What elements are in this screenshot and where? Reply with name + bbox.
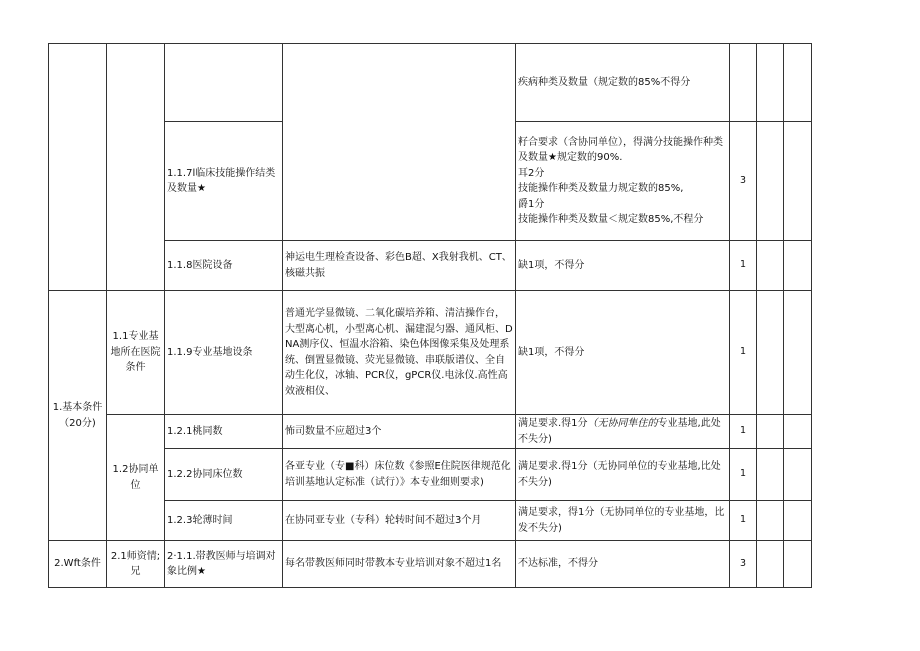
content-cell: 每名带教医师同时带教本专业培训对象不超过1名 [283, 541, 516, 588]
criteria-line: 耳2分 [518, 167, 545, 179]
blank-cell [757, 415, 784, 449]
content-cell: 普通光学显微镜、二氧化碳培养箱、清洁操作台，大型离心机，小型离心机、漏建混匀器、通风柜、DNA测序仪、恒温水浴箱、染色体图像采集及处理系统、倒置显微镜、荧光显微镜、串联版谱仪、全自动生化仪，冰轴、PCR仪，gPCR仪.电泳仪.高性高效液相仪、 [283, 291, 516, 415]
category-cell: 2.Wft条件 [49, 541, 107, 588]
content-cell: 神运电生理检查设备、彩色B超、X我射我机、CT、核磁共振 [283, 241, 516, 291]
score-cell: 3 [730, 541, 757, 588]
criteria-cell: 缺1项，不得分 [516, 241, 730, 291]
table-row [49, 291, 812, 415]
content-cell: 各亚专业（专■科）床位数《参照E住院医律规范化培训基地认定标准（试行）》本专业细则要求) [283, 449, 516, 501]
criteria-cell [516, 122, 730, 241]
criteria-cell: 缺1项，不得分 [516, 291, 730, 415]
table-row [49, 415, 812, 449]
criteria-text: 满足要求.得1分 [518, 418, 588, 429]
blank-cell [784, 241, 812, 291]
score-cell: 1 [730, 501, 757, 541]
content-cell [283, 44, 516, 241]
category-cell-continued [49, 44, 107, 291]
category-cell: 1.基本条件（20分) [49, 291, 107, 541]
criteria-line: 爵1分 [518, 198, 545, 210]
criteria-cell: 满足要求.得1分（无协同单位的专业基地,比处不失分) [516, 449, 730, 501]
table-row [49, 44, 812, 122]
criteria-line: 技能操作种类及数量力规定数的85%, [518, 183, 684, 194]
blank-cell [784, 44, 812, 122]
criteria-text: 专业基地,此处不失分) [518, 418, 721, 445]
score-cell: 1 [730, 291, 757, 415]
content-cell: 怖司数量不应超过3个 [283, 415, 516, 449]
item-cell: 1.1.8医院设备 [165, 241, 283, 291]
evaluation-table [48, 43, 812, 588]
table-row [49, 541, 812, 588]
item-cell: 2·1.1.帯教医师与培调对象比例★ [165, 541, 283, 588]
blank-cell [757, 44, 784, 122]
blank-cell [784, 122, 812, 241]
blank-cell [784, 541, 812, 588]
blank-cell [784, 415, 812, 449]
blank-cell [784, 449, 812, 501]
subcategory-cell: 2.1师资情;兄 [107, 541, 165, 588]
item-cell: 1.2.2协同床位数 [165, 449, 283, 501]
criteria-cell: 疾病种类及数量（规定数的85%不得分 [516, 44, 730, 122]
item-cell: 1.2.1桃同数 [165, 415, 283, 449]
criteria-cell: 不达标准，不得分 [516, 541, 730, 588]
content-cell: 在协同亚专业（专科）轮转时间不超过3个月 [283, 501, 516, 541]
blank-cell [757, 122, 784, 241]
blank-cell [757, 291, 784, 415]
blank-cell [757, 241, 784, 291]
score-cell: 1 [730, 449, 757, 501]
blank-cell [784, 291, 812, 415]
blank-cell [757, 449, 784, 501]
criteria-line: 籽合要求（含协同单位），得满分技能操作种类及数量★规定数的90%. [518, 136, 723, 163]
score-cell: 3 [730, 122, 757, 241]
subcategory-cell: 1.2协同单位 [107, 415, 165, 541]
item-cell [165, 44, 283, 122]
criteria-italic-text: （无协同隼住的 [587, 418, 658, 429]
item-cell: 1.1.7l临床技能操作结类及数量★ [165, 122, 283, 241]
criteria-cell [516, 415, 730, 449]
score-cell: 1 [730, 415, 757, 449]
score-cell: 1 [730, 241, 757, 291]
blank-cell [757, 541, 784, 588]
blank-cell [757, 501, 784, 541]
subcategory-cell: 1.1专业基地所在医院条件 [107, 291, 165, 415]
item-cell: 1.1.9专业基地设条 [165, 291, 283, 415]
criteria-line: 技能操作种类及数量＜规定数85%,不程分 [518, 214, 704, 225]
criteria-cell: 满足要求，得1分（无协同单位的专业基地，比发不失分) [516, 501, 730, 541]
blank-cell [784, 501, 812, 541]
score-cell [730, 44, 757, 122]
subcategory-cell-continued [107, 44, 165, 291]
item-cell: 1.2.3轮薄时间 [165, 501, 283, 541]
